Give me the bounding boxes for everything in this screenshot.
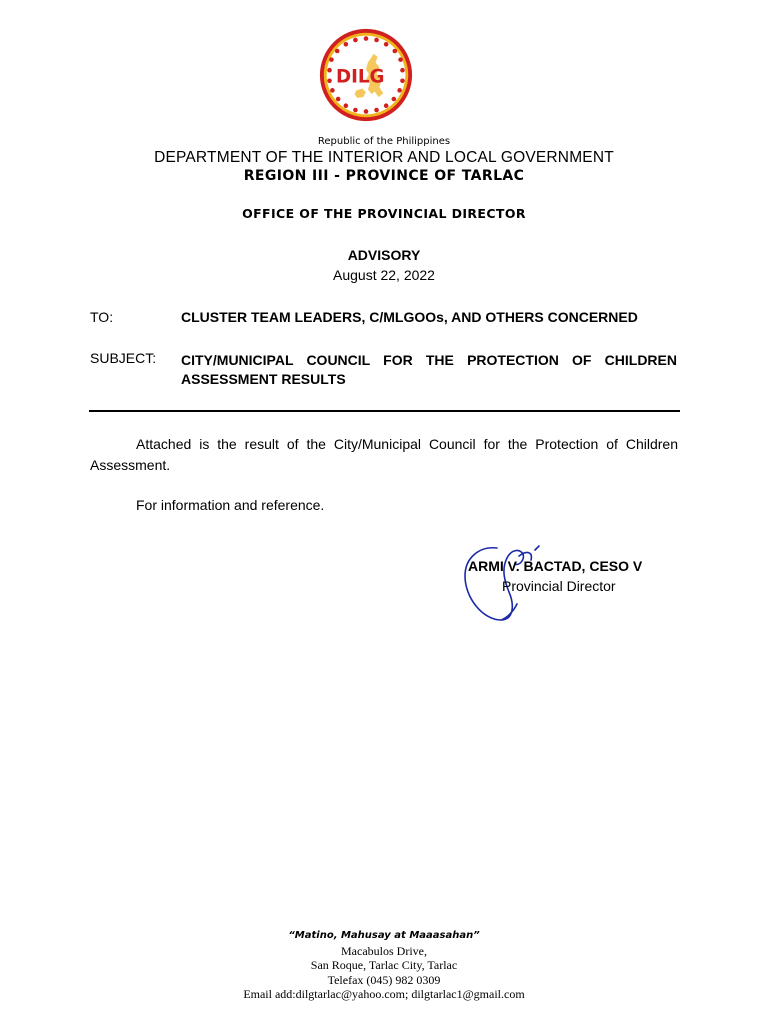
footer-email: Email add:dilgtarlac@yahoo.com; dilgtarlac1@gmail.com	[243, 987, 525, 1001]
region-line: REGION III - PROVINCE OF TARLAC	[243, 168, 525, 184]
signatory-name: ARMI V. BACTAD, CESO V	[468, 558, 643, 574]
footer-address-line-2: San Roque, Tarlac City, Tarlac	[310, 958, 458, 972]
subject-label: SUBJECT:	[90, 350, 157, 366]
header-divider	[89, 410, 680, 412]
to-recipients: CLUSTER TEAM LEADERS, C/MLGOOs, AND OTHERS CONCERNED	[181, 309, 638, 325]
department-name: DEPARTMENT OF THE INTERIOR AND LOCAL GOVERNMENT	[154, 149, 614, 166]
subject-line-1: CITY/MUNICIPAL COUNCIL FOR THE PROTECTION OF CHILDREN	[181, 352, 677, 368]
dilg-seal-logo	[318, 27, 414, 123]
signatory-title: Provincial Director	[502, 578, 616, 594]
body-paragraph-2: For information and reference.	[136, 497, 325, 513]
document-date: August 22, 2022	[333, 267, 435, 283]
footer-telefax: Telefax (045) 982 0309	[327, 973, 441, 987]
subject-line-2: ASSESSMENT RESULTS	[181, 371, 346, 387]
republic-line: Republic of the Philippines	[317, 136, 451, 147]
to-label: TO:	[90, 309, 114, 325]
document-type: ADVISORY	[347, 247, 421, 263]
seal-wordmark: DILG	[335, 66, 385, 88]
body-paragraph-1: Attached is the result of the City/Municipal Council for the Protection of Children Assessment.	[90, 436, 678, 473]
office-line: OFFICE OF THE PROVINCIAL DIRECTOR	[242, 206, 526, 221]
footer-address-line-1: Macabulos Drive,	[341, 944, 427, 958]
footer-motto: “Matino, Mahusay at Maaasahan”	[288, 930, 480, 941]
